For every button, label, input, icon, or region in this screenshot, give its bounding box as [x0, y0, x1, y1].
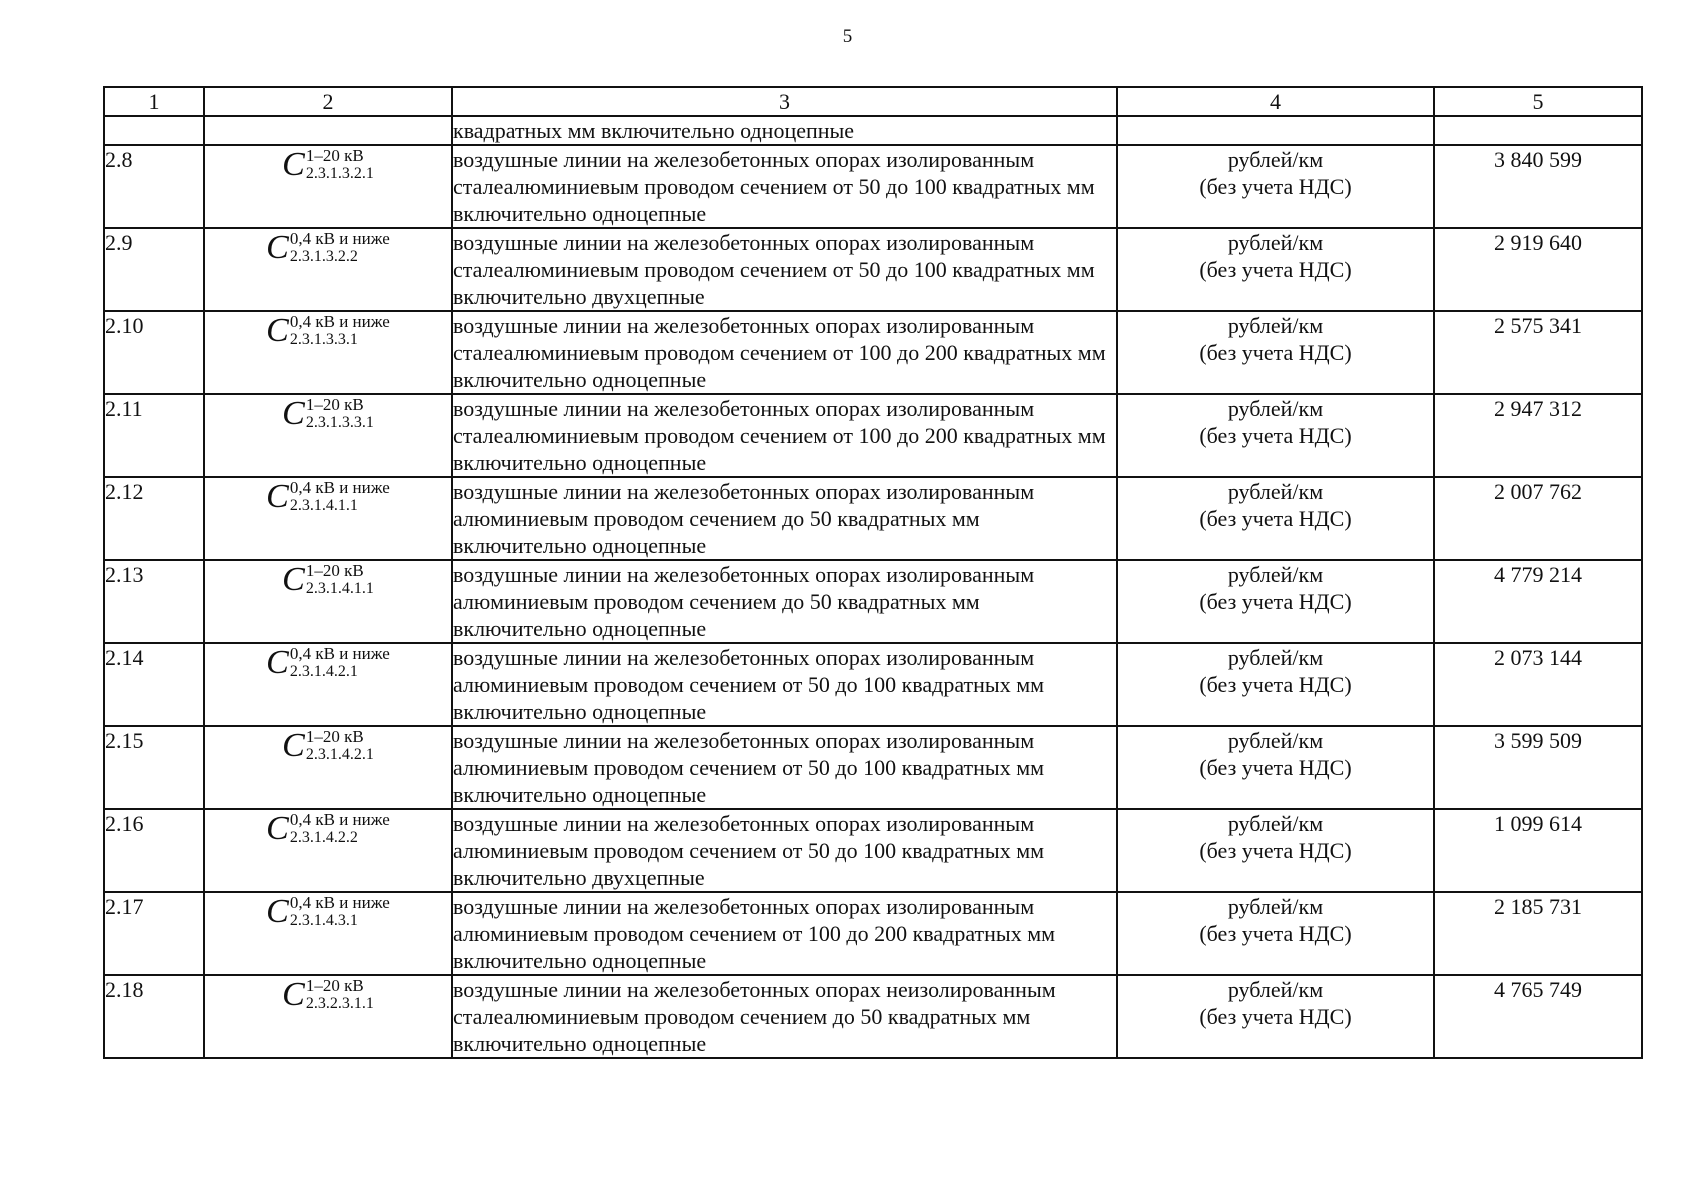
unit-line: рублей/км: [1227, 645, 1324, 670]
symbol-subscript: 2.3.1.4.1.1: [289, 497, 358, 514]
table-header-row: [104, 87, 1642, 116]
unit-line: рублей/км: [1227, 230, 1324, 255]
cell-value: 3 840 599: [1434, 145, 1642, 228]
cell-symbol: [204, 892, 452, 975]
symbol-subscript: 2.3.2.3.1.1: [305, 995, 374, 1012]
symbol-letter: C: [266, 478, 289, 515]
cell-description: квадратных мм включительно одноцепные: [452, 116, 1117, 145]
unit-line: рублей/км: [1227, 728, 1324, 753]
tariff-symbol: [266, 644, 390, 681]
unit-note: (без учета НДС): [1199, 755, 1352, 780]
cell-description: воздушные линии на железобетонных опорах изолированным сталеалюминиевым проводом сечением от 100 до 200 квадратных мм включительно одноцепные: [452, 394, 1117, 477]
cell-description: воздушные линии на железобетонных опорах изолированным сталеалюминиевым проводом сечением от 100 до 200 квадратных мм включительно одноцепные: [452, 311, 1117, 394]
cell-symbol: [204, 809, 452, 892]
symbol-superscript: 1–20 кВ: [305, 976, 364, 995]
unit-note: (без учета НДС): [1199, 672, 1352, 697]
cell-unit: [1117, 892, 1434, 975]
cell-unit: [1117, 975, 1434, 1058]
unit-line: рублей/км: [1227, 977, 1324, 1002]
table-row: [104, 892, 1642, 975]
unit-line: рублей/км: [1227, 313, 1324, 338]
symbol-letter: C: [282, 395, 305, 432]
unit-note: (без учета НДС): [1199, 506, 1352, 531]
cell-number: 2.9: [104, 228, 204, 311]
unit-line: рублей/км: [1227, 396, 1324, 421]
symbol-subscript: 2.3.1.3.2.2: [289, 248, 358, 265]
unit-note: (без учета НДС): [1199, 174, 1352, 199]
unit-note: (без учета НДС): [1199, 423, 1352, 448]
cell-unit: [1117, 809, 1434, 892]
symbol-superscript: 0,4 кВ и ниже: [289, 478, 390, 497]
cell-unit: [1117, 560, 1434, 643]
cell-number: 2.13: [104, 560, 204, 643]
table-row-continuation: [104, 116, 1642, 145]
tariff-symbol: [282, 727, 374, 764]
tariff-symbol: [266, 312, 390, 349]
cell-number: 2.11: [104, 394, 204, 477]
cell-description: воздушные линии на железобетонных опорах изолированным сталеалюминиевым проводом сечением от 50 до 100 квадратных мм включительно одноцепные: [452, 145, 1117, 228]
symbol-letter: C: [282, 146, 305, 183]
cell-value: 1 099 614: [1434, 809, 1642, 892]
cell-number: 2.16: [104, 809, 204, 892]
cell-value: 2 007 762: [1434, 477, 1642, 560]
tariff-symbol: [266, 810, 390, 847]
cell-unit: [1117, 394, 1434, 477]
cell-value: 3 599 509: [1434, 726, 1642, 809]
symbol-letter: C: [282, 976, 305, 1013]
symbol-superscript: 1–20 кВ: [305, 395, 364, 414]
cell-description: воздушные линии на железобетонных опорах изолированным алюминиевым проводом сечением до 50 квадратных мм включительно одноцепные: [452, 560, 1117, 643]
symbol-letter: C: [266, 810, 289, 847]
cell-symbol: [204, 560, 452, 643]
cell-description: воздушные линии на железобетонных опорах изолированным алюминиевым проводом сечением до 50 квадратных мм включительно одноцепные: [452, 477, 1117, 560]
cell-unit: [1117, 726, 1434, 809]
unit-note: (без учета НДС): [1199, 1004, 1352, 1029]
symbol-letter: C: [266, 312, 289, 349]
cell-symbol: [204, 116, 452, 145]
symbol-superscript: 0,4 кВ и ниже: [289, 229, 390, 248]
cell-symbol: [204, 311, 452, 394]
symbol-letter: C: [266, 893, 289, 930]
cell-value: 2 919 640: [1434, 228, 1642, 311]
tariff-table: [103, 86, 1643, 1059]
table-row: [104, 228, 1642, 311]
unit-line: рублей/км: [1227, 894, 1324, 919]
cell-value: [1434, 116, 1642, 145]
cell-description: воздушные линии на железобетонных опорах изолированным сталеалюминиевым проводом сечением от 50 до 100 квадратных мм включительно двухцепные: [452, 228, 1117, 311]
cell-description: воздушные линии на железобетонных опорах изолированным алюминиевым проводом сечением от 50 до 100 квадратных мм включительно одноцепные: [452, 726, 1117, 809]
table-row: [104, 477, 1642, 560]
unit-line: рублей/км: [1227, 562, 1324, 587]
table-row: [104, 643, 1642, 726]
table-row: [104, 560, 1642, 643]
cell-value: 2 185 731: [1434, 892, 1642, 975]
unit-note: (без учета НДС): [1199, 340, 1352, 365]
tariff-symbol: [266, 229, 390, 266]
symbol-superscript: 1–20 кВ: [305, 727, 364, 746]
table-row: [104, 975, 1642, 1058]
tariff-symbol: [266, 893, 390, 930]
symbol-subscript: 2.3.1.4.2.1: [289, 663, 358, 680]
cell-symbol: [204, 975, 452, 1058]
cell-unit: [1117, 228, 1434, 311]
table-row: [104, 145, 1642, 228]
column-header: 2: [204, 87, 452, 116]
cell-symbol: [204, 394, 452, 477]
symbol-superscript: 0,4 кВ и ниже: [289, 644, 390, 663]
cell-description: воздушные линии на железобетонных опорах изолированным алюминиевым проводом сечением от 50 до 100 квадратных мм включительно одноцепные: [452, 643, 1117, 726]
column-header: 5: [1434, 87, 1642, 116]
tariff-symbol: [266, 478, 390, 515]
cell-unit: [1117, 643, 1434, 726]
symbol-superscript: 0,4 кВ и ниже: [289, 810, 390, 829]
unit-note: (без учета НДС): [1199, 589, 1352, 614]
table-row: [104, 394, 1642, 477]
cell-symbol: [204, 477, 452, 560]
cell-value: 4 779 214: [1434, 560, 1642, 643]
symbol-letter: C: [266, 229, 289, 266]
cell-description: воздушные линии на железобетонных опорах изолированным алюминиевым проводом сечением от 50 до 100 квадратных мм включительно двухцепные: [452, 809, 1117, 892]
cell-symbol: [204, 643, 452, 726]
symbol-subscript: 2.3.1.3.2.1: [305, 165, 374, 182]
unit-line: рублей/км: [1227, 147, 1324, 172]
symbol-subscript: 2.3.1.3.3.1: [289, 331, 358, 348]
column-header: 4: [1117, 87, 1434, 116]
table-row: [104, 726, 1642, 809]
cell-number: 2.15: [104, 726, 204, 809]
tariff-symbol: [282, 976, 374, 1013]
cell-number: [104, 116, 204, 145]
cell-value: 2 947 312: [1434, 394, 1642, 477]
cell-value: 2 575 341: [1434, 311, 1642, 394]
cell-symbol: [204, 228, 452, 311]
cell-unit: [1117, 477, 1434, 560]
column-header: 1: [104, 87, 204, 116]
cell-number: 2.12: [104, 477, 204, 560]
table-row: [104, 809, 1642, 892]
table-row: [104, 311, 1642, 394]
unit-note: (без учета НДС): [1199, 257, 1352, 282]
symbol-subscript: 2.3.1.4.2.2: [289, 829, 358, 846]
cell-description: воздушные линии на железобетонных опорах изолированным алюминиевым проводом сечением от 100 до 200 квадратных мм включительно одноцепные: [452, 892, 1117, 975]
symbol-letter: C: [282, 561, 305, 598]
unit-line: рублей/км: [1227, 811, 1324, 836]
symbol-subscript: 2.3.1.4.3.1: [289, 912, 358, 929]
cell-unit: [1117, 116, 1434, 145]
cell-number: 2.18: [104, 975, 204, 1058]
symbol-subscript: 2.3.1.3.3.1: [305, 414, 374, 431]
cell-number: 2.17: [104, 892, 204, 975]
cell-unit: [1117, 311, 1434, 394]
cell-number: 2.8: [104, 145, 204, 228]
unit-note: (без учета НДС): [1199, 921, 1352, 946]
column-header: 3: [452, 87, 1117, 116]
cell-symbol: [204, 145, 452, 228]
cell-number: 2.14: [104, 643, 204, 726]
unit-line: рублей/км: [1227, 479, 1324, 504]
tariff-symbol: [282, 561, 374, 598]
cell-symbol: [204, 726, 452, 809]
symbol-superscript: 0,4 кВ и ниже: [289, 312, 390, 331]
cell-value: 4 765 749: [1434, 975, 1642, 1058]
page-number: 5: [842, 26, 853, 47]
symbol-superscript: 1–20 кВ: [305, 561, 364, 580]
symbol-superscript: 0,4 кВ и ниже: [289, 893, 390, 912]
cell-unit: [1117, 145, 1434, 228]
cell-number: 2.10: [104, 311, 204, 394]
cell-description: воздушные линии на железобетонных опорах неизолированным сталеалюминиевым проводом сечением до 50 квадратных мм включительно одноцепные: [452, 975, 1117, 1058]
symbol-subscript: 2.3.1.4.1.1: [305, 580, 374, 597]
cell-value: 2 073 144: [1434, 643, 1642, 726]
symbol-subscript: 2.3.1.4.2.1: [305, 746, 374, 763]
symbol-letter: C: [282, 727, 305, 764]
unit-note: (без учета НДС): [1199, 838, 1352, 863]
tariff-symbol: [282, 395, 374, 432]
symbol-superscript: 1–20 кВ: [305, 146, 364, 165]
tariff-symbol: [282, 146, 374, 183]
symbol-letter: C: [266, 644, 289, 681]
